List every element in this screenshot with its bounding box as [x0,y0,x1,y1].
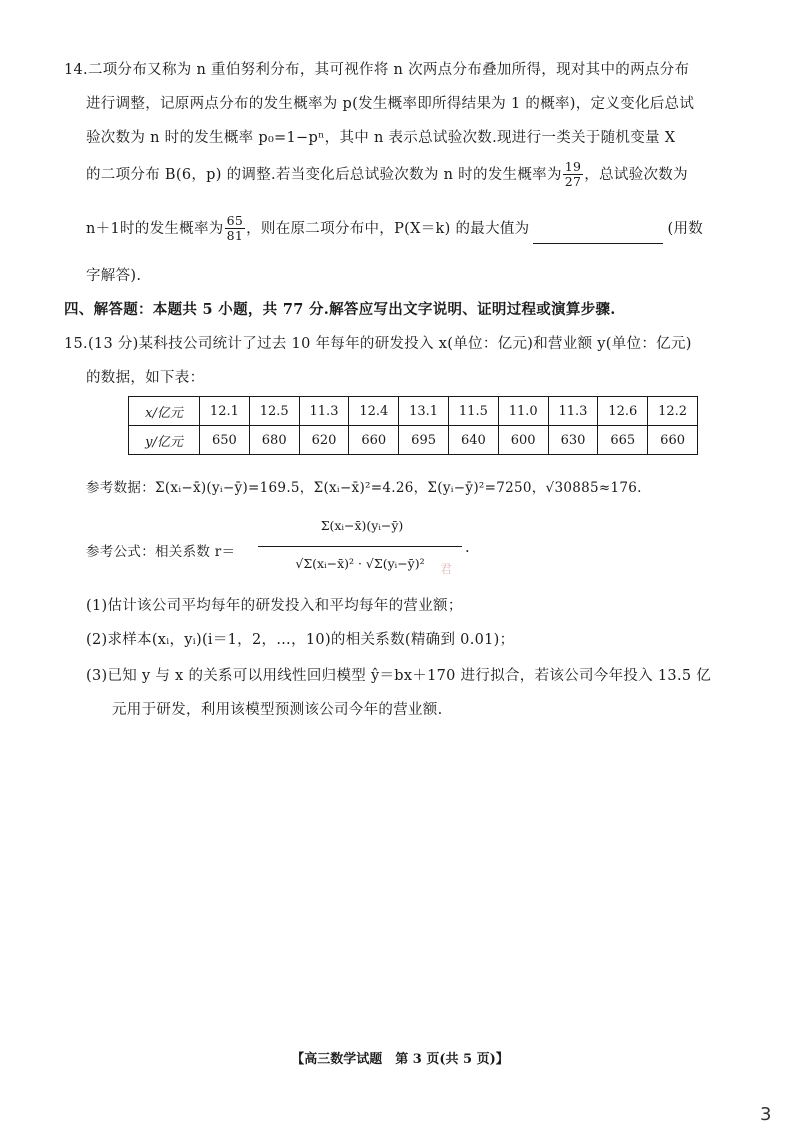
page-footer: 【高三数学试题 第 3 页(共 5 页)】 [291,1052,509,1067]
q14-line-4-post: ，总试验次数为 [584,166,688,183]
table-row-x [129,397,698,426]
fraction-denominator: 81 [226,228,244,244]
q15-part-2: (2)求样本(xᵢ，yᵢ)(i＝1，2，…，10)的相关系数(精确到 0.01)； [86,632,515,648]
reference-data: 参考数据：Σ(xᵢ−x̄)(yᵢ−ȳ)=169.5，Σ(xᵢ−x̄)²=4.26，Σ(yᵢ−ȳ)²=7250，√30885≈176. [86,480,642,496]
table-cell: 11.5 [448,397,498,426]
fraction-numerator: 65 [226,213,244,228]
q15-line-1: 15.(13 分)某科技公司统计了过去 10 年每年的研发投入 x(单位：亿元)和营业额 y(单位：亿元) [64,336,692,352]
q14-line-4-pre: 的二项分布 B(6，p) 的调整.若当变化后总试验次数为 n 时的发生概率为 [86,166,562,183]
q14-line-6: 字解答). [86,268,142,284]
page-number: 3 [760,1104,772,1125]
table-cell: 680 [249,426,299,455]
fraction-numerator: 19 [564,159,582,174]
q14-line-5-pre: n＋1时的发生概率为 [86,220,224,237]
q14-line-2: 进行调整，记原两点分布的发生概率为 p(发生概率即所得结果为 1 的概率)，定义变化后总试 [86,96,695,112]
fraction-bar [258,546,462,547]
data-table [128,396,698,455]
formula-numerator: Σ(xᵢ−x̄)(yᵢ−ȳ) [320,518,404,533]
q14-line-4 [86,160,688,190]
q15-part-3b: 元用于研发，利用该模型预测该公司今年的营业额. [112,702,443,718]
table-cell: 13.1 [399,397,449,426]
fraction-65-81 [225,214,246,244]
table-cell: 660 [648,426,698,455]
q14-line-5 [86,214,703,244]
q15-part-1: (1)估计该公司平均每年的研发投入和平均每年的营业额； [86,598,463,614]
table-cell: 650 [200,426,250,455]
fraction-19-27 [563,160,584,190]
q14-line-5-post: (用数 [667,220,704,237]
watermark: 君 [440,562,453,576]
q14-line-3: 验次数为 n 时的发生概率 p₀=1−pⁿ，其中 n 表示总试验次数.现进行一类关于随机变量 X [86,130,676,146]
table-cell: 630 [548,426,598,455]
table-cell: 11.3 [299,397,349,426]
table-header-x: x/亿元 [129,397,200,426]
table-cell: 11.3 [548,397,598,426]
table-row-y [129,426,698,455]
table-header-y: y/亿元 [129,426,200,455]
table-cell: 12.2 [648,397,698,426]
table-cell: 665 [598,426,648,455]
table-cell: 600 [498,426,548,455]
q15-line-2: 的数据，如下表： [86,370,205,386]
table-cell: 12.6 [598,397,648,426]
q14-line-5-mid: ，则在原二项分布中，P(X＝k) 的最大值为 [246,220,530,237]
section-heading: 四、解答题：本题共 5 小题，共 77 分.解答应写出文字说明、证明过程或演算步骤. [64,301,616,318]
formula-denominator: √Σ(xᵢ−x̄)² · √Σ(yᵢ−ȳ)² [295,556,425,571]
table-cell: 12.1 [200,397,250,426]
q15-part-3a: (3)已知 y 与 x 的关系可以用线性回归模型 ŷ＝bx＋170 进行拟合，若该公司今年投入 13.5 亿 [86,668,712,684]
table-cell: 11.0 [498,397,548,426]
table-cell: 12.5 [249,397,299,426]
table-cell: 640 [448,426,498,455]
table-cell: 660 [349,426,399,455]
fraction-denominator: 27 [564,174,582,190]
formula-label: 参考公式：相关系数 r＝ [86,544,236,560]
table-cell: 12.4 [349,397,399,426]
answer-blank[interactable] [533,229,663,244]
q14-line-1: 14.二项分布又称为 n 重伯努利分布，其可视作将 n 次两点分布叠加所得，现对其中的两点分布 [64,62,690,78]
formula-period: . [465,540,470,556]
table-cell: 695 [399,426,449,455]
table-cell: 620 [299,426,349,455]
